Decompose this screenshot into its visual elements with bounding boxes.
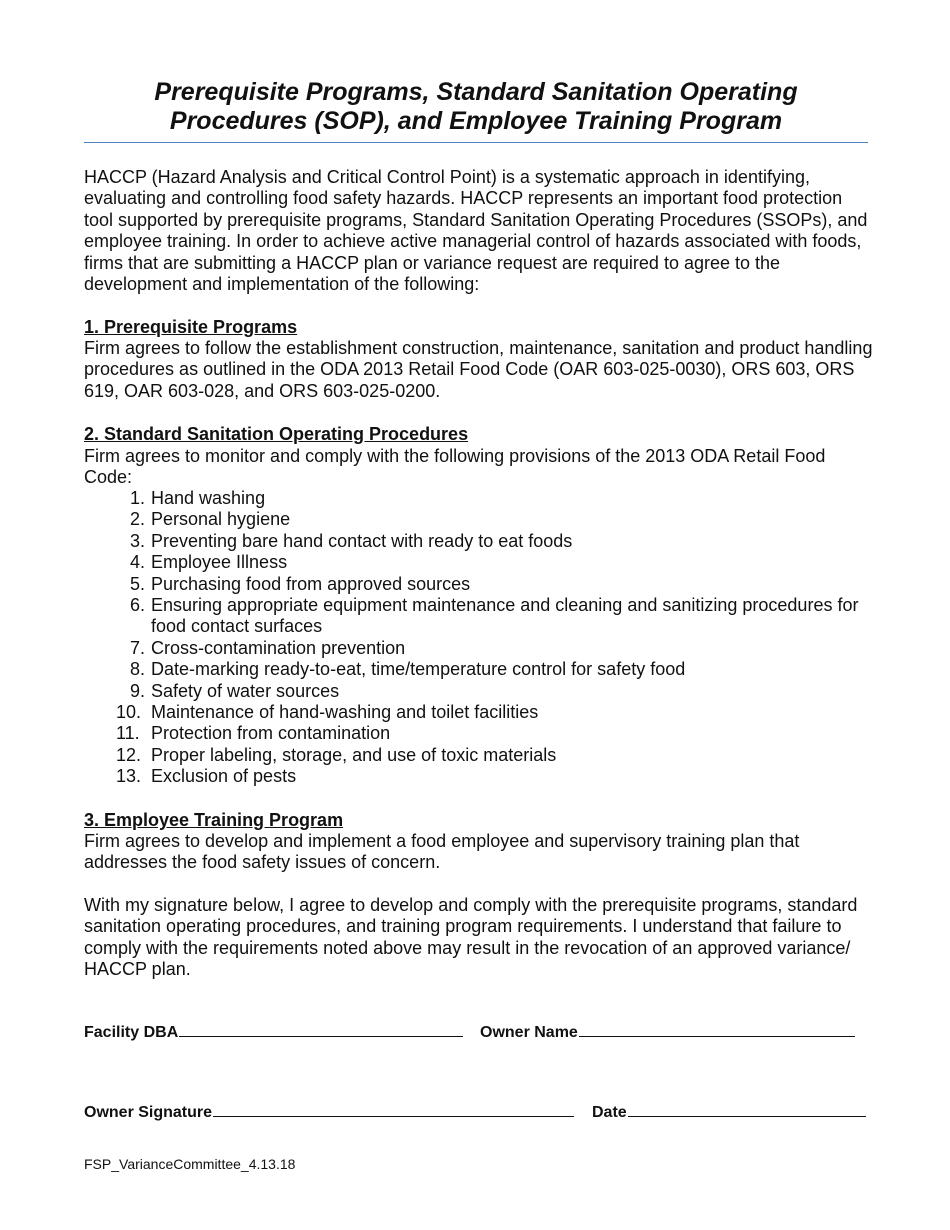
title-divider (84, 142, 868, 143)
list-item-number: 10. (116, 702, 142, 723)
list-item (84, 574, 874, 595)
list-item (84, 723, 874, 744)
list-item (84, 509, 874, 530)
list-item-number: 9. (129, 680, 145, 701)
list-item-number: 4. (129, 552, 145, 573)
list-item-number: 3. (129, 530, 145, 551)
list-item-number: 11. (116, 723, 140, 744)
facility-dba-field[interactable] (84, 1022, 463, 1042)
list-item-label: Proper labeling, storage, and use of toxic materials (151, 744, 557, 765)
list-item-number: 13. (116, 766, 142, 787)
list-item-label: Protection from contamination (151, 723, 391, 744)
list-item-label: Maintenance of hand-washing and toilet facilities (151, 702, 539, 723)
list-item-number: 6. (129, 595, 145, 616)
owner-name-field[interactable] (480, 1022, 855, 1042)
list-item (84, 702, 874, 723)
list-item-number: 1. (129, 488, 145, 508)
list-item-number: 12. (116, 744, 142, 765)
list-item (84, 638, 874, 659)
section2-heading: 2. Standard Sanitation Operating Procedures (84, 424, 469, 444)
document-title-line1: Prerequisite Programs, Standard Sanitation Operating (154, 78, 798, 106)
list-item (84, 681, 874, 702)
agreement-paragraph: With my signature below, I agree to develop and comply with the prerequisite programs, standard sanitation operating procedures, and training program requirements. I understand that failure to comply with the requirements noted above may result in the revocation of an approved variance/ HACCP plan. (84, 895, 858, 980)
document-title (84, 78, 868, 136)
intro-paragraph: HACCP (Hazard Analysis and Critical Control Point) is a systematic approach in identifying, evaluating and controlling food safety hazards. HACCP represents an important food protection tool supported by prerequisite programs, Standard Sanitation Operating Procedures (SSOPs), and employee training. In order to achieve active managerial control of hazards associated with foods, firms that are submitting a HACCP plan or variance request are required to agree to the development and implementation of the following: (84, 167, 868, 295)
list-item-number: 2. (129, 509, 145, 530)
owner-name-line[interactable] (579, 1022, 855, 1037)
list-item-label: Hand washing (151, 488, 266, 508)
list-item-label: Personal hygiene (151, 509, 291, 530)
section3-heading: 3. Employee Training Program (84, 810, 344, 830)
list-item (84, 488, 874, 509)
section1-paragraph: Firm agrees to follow the establishment construction, maintenance, sanitation and product handling procedures as outlined in the ODA 2013 Retail Food Code (OAR 603-025-0030), ORS 603, ORS 619, OAR 603-028, and ORS 603-025-0200. (84, 338, 873, 401)
date-line[interactable] (628, 1102, 866, 1117)
list-item (84, 745, 874, 766)
date-field[interactable] (592, 1102, 866, 1122)
list-item-label: Date-marking ready-to-eat, time/temperature control for safety food (151, 659, 686, 680)
list-item (84, 531, 874, 552)
list-item (84, 552, 874, 573)
list-item-label: Employee Illness (151, 552, 288, 573)
owner-signature-line[interactable] (213, 1102, 574, 1117)
facility-dba-label: Facility DBA (84, 1024, 179, 1041)
section3-paragraph: Firm agrees to develop and implement a food employee and supervisory training plan that addresses the food safety issues of concern. (84, 831, 800, 873)
list-item-label: Cross-contamination prevention (151, 637, 406, 658)
list-item-label: Ensuring appropriate equipment maintenance and cleaning and sanitizing procedures for food contact surfaces (151, 595, 859, 637)
footer-label: FSP_VarianceCommittee_4.13.18 (84, 1156, 296, 1172)
facility-dba-line[interactable] (179, 1022, 463, 1037)
list-item-label: Purchasing food from approved sources (151, 573, 471, 594)
date-label: Date (592, 1104, 627, 1121)
list-item-number: 5. (129, 573, 145, 594)
section1-heading: 1. Prerequisite Programs (84, 317, 298, 337)
section2-paragraph: Firm agrees to monitor and comply with the following provisions of the 2013 ODA Retail Food Code: (84, 446, 826, 488)
owner-name-label: Owner Name (480, 1024, 578, 1041)
list-item-label: Safety of water sources (151, 680, 340, 701)
list-item-number: 8. (129, 659, 145, 680)
owner-signature-label: Owner Signature (84, 1104, 213, 1121)
sop-list (84, 488, 874, 788)
owner-signature-field[interactable] (84, 1102, 574, 1122)
document-title-line2: Procedures (SOP), and Employee Training Program (169, 107, 783, 135)
list-item-label: Exclusion of pests (151, 766, 297, 787)
list-item (84, 659, 874, 680)
list-item-label: Preventing bare hand contact with ready to eat foods (151, 530, 573, 551)
list-item-number: 7. (129, 637, 145, 658)
list-item (84, 766, 874, 787)
list-item (84, 595, 874, 638)
